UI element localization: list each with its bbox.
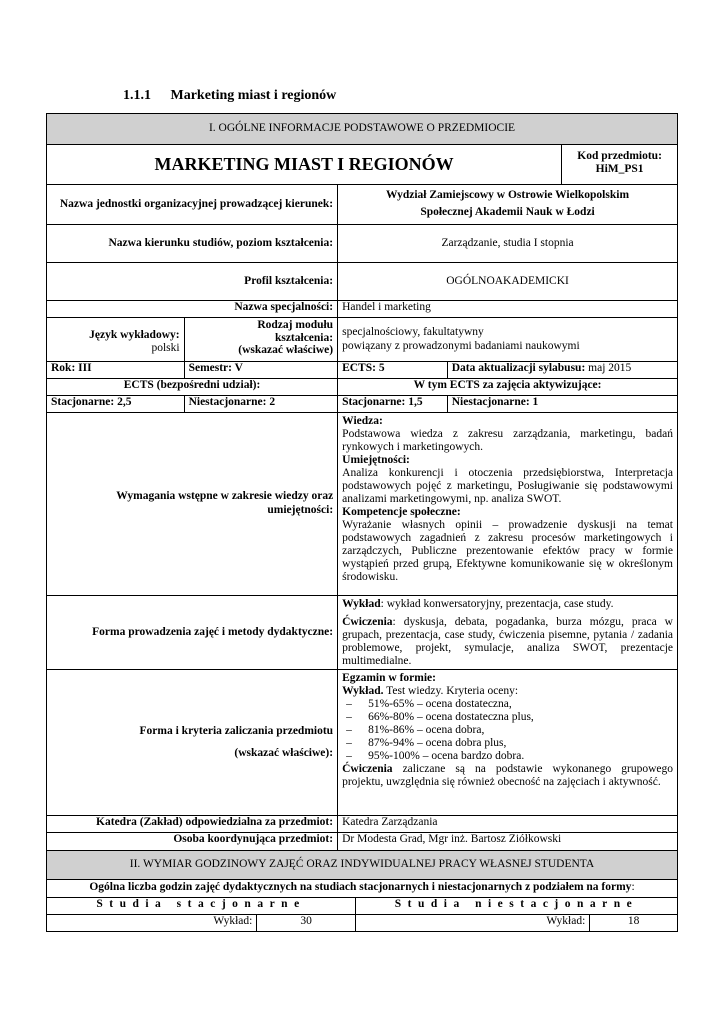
profile-value: OGÓLNOAKADEMICKI	[446, 274, 569, 287]
section2-title: II. WYMIAR GODZINOWY ZAJĘĆ ORAZ INDYWIDUALNEJ PRACY WŁASNEJ STUDENTA	[129, 858, 595, 871]
module-type-value-2: powiązany z prowadzonymi badaniami naukowymi	[342, 339, 580, 352]
prereq-skills-text: Analiza konkurencji i otoczenia przedsiębiorstwa, Interpretacja podstawowych pojęć z marketingu, Posługiwanie się podstawowymi analizami marketingowymi, np. analiza SWOT.	[342, 466, 673, 505]
update-label: Data aktualizacji sylabusu:	[451, 362, 586, 374]
department-value: Katedra Zarządzania	[342, 816, 438, 828]
syllabus-table	[46, 113, 678, 932]
course-code-label: Kod przedmiotu:	[577, 150, 662, 162]
module-type-value	[338, 318, 677, 361]
methods-lecture-text: : wykład konwersatoryjny, prezentacja, case study.	[380, 598, 614, 610]
specialty-value: Handel i marketing	[342, 301, 431, 313]
hours-intro-suffix: :	[631, 881, 635, 893]
coordinator-row	[47, 833, 677, 851]
criteria-exercises	[342, 763, 673, 789]
methods-lecture	[342, 598, 673, 611]
unit-value-line1: Wydział Zamiejscowy w Ostrowie Wielkopolskim	[386, 189, 630, 201]
grade-item: – 51%-65% – ocena dostateczna,	[342, 698, 673, 711]
prereq-label: Wymagania wstępne w zakresie wiedzy oraz umiejętności:	[47, 413, 338, 595]
module-type-value-1: specjalnościowy, fakultatywny	[342, 326, 484, 338]
hours-row	[47, 915, 677, 931]
language-module-row	[47, 318, 677, 362]
methods-label: Forma prowadzenia zajęć i metody dydaktyczne:	[47, 596, 338, 669]
section1-title: I. OGÓLNE INFORMACJE PODSTAWOWE O PRZEDMIOCIE	[208, 122, 516, 135]
ects-active-part: Niestacjonarne: 1	[451, 396, 539, 408]
methods-exercises	[342, 616, 673, 668]
prereq-competence-title: Kompetencje społeczne:	[342, 505, 461, 518]
course-title-row	[47, 145, 677, 185]
update-cell	[448, 362, 677, 378]
section-number: 1.1.1	[123, 88, 151, 103]
fulltime-label: Studia stacjonarne	[47, 898, 356, 914]
criteria-row	[47, 670, 677, 816]
prereq-knowledge-title: Wiedza:	[342, 415, 383, 427]
unit-value	[338, 185, 677, 224]
hours-parttime-value: 18	[627, 915, 640, 927]
prereq-row	[47, 413, 677, 596]
language-label: Język wykładowy:	[89, 329, 180, 341]
coordinator-value: Dr Modesta Grad, Mgr inż. Bartosz Ziółkowski	[342, 833, 562, 845]
year: Rok: III	[47, 362, 185, 378]
ects-active: W tym ECTS za zajęcia aktywizujące:	[413, 379, 602, 391]
course-title: MARKETING MIAST I REGIONÓW	[47, 145, 562, 184]
ects-header-row	[47, 379, 677, 396]
semester: Semestr: V	[185, 362, 339, 378]
methods-exercises-title: Ćwiczenia	[342, 615, 393, 628]
criteria-lecture-text: Test wiedzy. Kryteria oceny:	[383, 684, 519, 697]
ects-values-row	[47, 396, 677, 413]
hours-intro-text: Ogólna liczba godzin zajęć dydaktycznych na studiach stacjonarnych i niestacjonarnych z podziałem na formy	[89, 881, 632, 893]
criteria-exercises-title: Ćwiczenia	[342, 762, 393, 775]
profile-label: Profil kształcenia:	[47, 263, 338, 300]
methods-content	[338, 596, 677, 669]
hours-intro	[47, 880, 677, 897]
grade-item: – 87%-94% – ocena dobra plus,	[342, 737, 673, 750]
unit-label: Nazwa jednostki organizacyjnej prowadzącej kierunek:	[47, 185, 338, 224]
field-value: Zarządzanie, studia I stopnia	[441, 236, 574, 249]
ects-active-full: Stacjonarne: 1,5	[338, 396, 448, 412]
unit-value-line2: Społecznej Akademii Nauk w Łodzi	[420, 206, 595, 219]
prereq-content	[338, 413, 677, 595]
methods-lecture-title: Wykład	[342, 598, 381, 610]
grade-item: – 66%-80% – ocena dostateczna plus,	[342, 711, 673, 724]
methods-row	[47, 596, 677, 670]
specialty-row	[47, 301, 677, 318]
methods-exercises-text: : dyskusja, debata, pogadanka, burza mózgu, praca w grupach, prezentacja, case study, ćwiczenia pisemne, pytania / zadania problemowe, projekt, symulacje, analiza SWOT, prezentacje multimedialne.	[342, 615, 673, 667]
hours-parttime-label: Wykład:	[356, 915, 590, 931]
criteria-label-1: Forma i kryteria zaliczania przedmiotu	[139, 724, 334, 737]
coordinator-label: Osoba koordynująca przedmiot:	[47, 833, 338, 850]
hours-fulltime-label: Wykład:	[47, 915, 257, 931]
language-cell	[47, 318, 185, 361]
grade-item: – 95%-100% – ocena bardzo dobra.	[342, 750, 673, 763]
prereq-knowledge-text: Podstawowa wiedza z zakresu zarządzania, marketingu, badań rynkowych i marketingowych.	[342, 427, 673, 453]
grades-list	[342, 698, 673, 763]
unit-row	[47, 185, 677, 225]
update-value: maj 2015	[585, 362, 632, 374]
profile-row	[47, 263, 677, 301]
criteria-label-2: (wskazać właściwe):	[234, 746, 334, 759]
criteria-lecture-title: Wykład.	[342, 684, 384, 697]
study-mode-row	[47, 898, 677, 915]
module-type-label-2: kształcenia:	[274, 331, 334, 344]
department-row	[47, 816, 677, 833]
ects-direct-part: Niestacjonarne: 2	[185, 396, 339, 412]
grade-item: – 81%-86% – ocena dobra,	[342, 724, 673, 737]
specialty-label: Nazwa specjalności:	[47, 301, 338, 317]
year-row	[47, 362, 677, 379]
prereq-skills-title: Umiejętności:	[342, 453, 410, 466]
language-value: polski	[151, 342, 180, 355]
hours-fulltime-value: 30	[257, 915, 356, 931]
ects-direct: ECTS (bezpośredni udział):	[47, 379, 338, 395]
criteria-exam-title: Egzamin w formie:	[342, 672, 436, 684]
criteria-exercises-text: zaliczane są na podstawie wykonanego grupowego projektu, uwzględnia się również obecność na zajęciach i aktywność.	[342, 762, 673, 788]
prereq-competence-text: Wyrażanie własnych opinii – prowadzenie dyskusji na temat podstawowych zagadnień z zakresu procesów marketingowych i zarządczych, Publiczne prezentowanie efektów pracy w formie wystąpień przed grupą, Efektywne komunikowanie się w określonym środowisku.	[342, 518, 673, 583]
module-type-label-3: (wskazać właściwe)	[238, 344, 334, 357]
criteria-lecture	[342, 685, 673, 698]
section2-header-row	[47, 851, 677, 880]
field-row	[47, 225, 677, 263]
parttime-label: Studia niestacjonarne	[394, 898, 639, 910]
hours-intro-row	[47, 880, 677, 898]
section1-header-row	[47, 114, 677, 145]
criteria-label	[47, 670, 338, 815]
course-code: HiM_PS1	[595, 163, 644, 176]
section-title: Marketing miast i regionów	[170, 88, 337, 103]
module-type-label	[185, 318, 339, 361]
criteria-content	[338, 670, 677, 815]
department-label: Katedra (Zakład) odpowiedzialna za przedmiot:	[47, 816, 338, 832]
ects-direct-full: Stacjonarne: 2,5	[47, 396, 185, 412]
ects: ECTS: 5	[338, 362, 448, 378]
module-type-label-1: Rodzaj modułu	[257, 319, 334, 331]
course-code-cell	[562, 145, 677, 184]
field-label: Nazwa kierunku studiów, poziom kształcenia:	[47, 225, 338, 262]
section-heading	[123, 88, 336, 104]
